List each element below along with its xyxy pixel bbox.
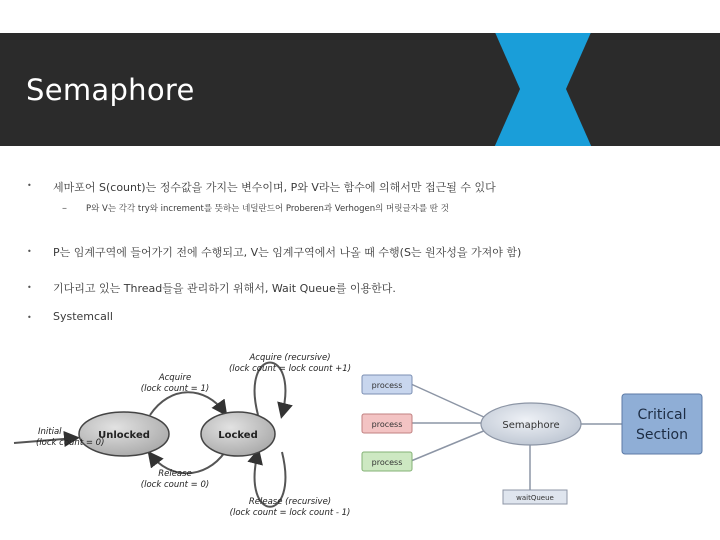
bullet-wait-queue: 기다리고 있는 Thread들을 관리하기 위해서, Wait Queue를 이용한다. — [53, 282, 396, 295]
locked-label: Locked — [218, 430, 258, 441]
connector-line — [411, 384, 486, 418]
release-recursive-condition: (lock count = lock count - 1) — [229, 508, 351, 518]
connector-line — [411, 430, 486, 461]
bullet-marker: • — [27, 181, 32, 190]
release-label: Release — [158, 469, 192, 479]
acquire-recursive-condition: (lock count = lock count +1) — [228, 364, 352, 374]
critical-section-box — [622, 394, 702, 454]
bullet-marker: • — [27, 283, 32, 292]
acquire-label: Acquire — [158, 373, 192, 383]
process-label: process — [371, 420, 403, 429]
wait-queue-label: waitQueue — [516, 494, 554, 502]
bullet-marker: • — [27, 313, 32, 322]
initial-condition: (lock count = 0) — [36, 438, 105, 448]
process-label: process — [371, 458, 403, 467]
bullet-semaphore-definition: 세마포어 S(count)는 정수값을 가지는 변수이며, P와 V라는 함수에 의해서만 접근될 수 있다 — [53, 181, 496, 194]
bullet-pv-usage: P는 임계구역에 들어가기 전에 수행되고, V는 임계구역에서 나올 때 수행(S는 원자성을 가져야 함) — [53, 246, 522, 259]
acquire-recursive-label: Acquire (recursive) — [249, 353, 331, 363]
bullet-marker: • — [27, 247, 32, 256]
dash-marker: – — [62, 203, 67, 214]
acquire-condition: (lock count = 1) — [140, 384, 210, 394]
release-condition: (lock count = 0) — [140, 480, 210, 490]
initial-label: Initial — [38, 427, 62, 437]
bullet-systemcall: Systemcall — [53, 310, 113, 323]
critical-section-label-line1: Critical — [637, 407, 687, 423]
sub-bullet-pv-origin: P와 V는 각각 try와 increment를 뜻하는 네덜란드어 Proberen과 Verhogen의 머릿글자를 딴 것 — [86, 204, 449, 214]
slide-title: Semaphore — [26, 73, 195, 107]
release-recursive-label: Release (recursive) — [248, 497, 332, 507]
process-label: process — [371, 381, 403, 390]
critical-section-label-line2: Section — [635, 427, 689, 443]
unlocked-label: Unlocked — [98, 430, 150, 441]
semaphore-label: Semaphore — [502, 420, 560, 431]
